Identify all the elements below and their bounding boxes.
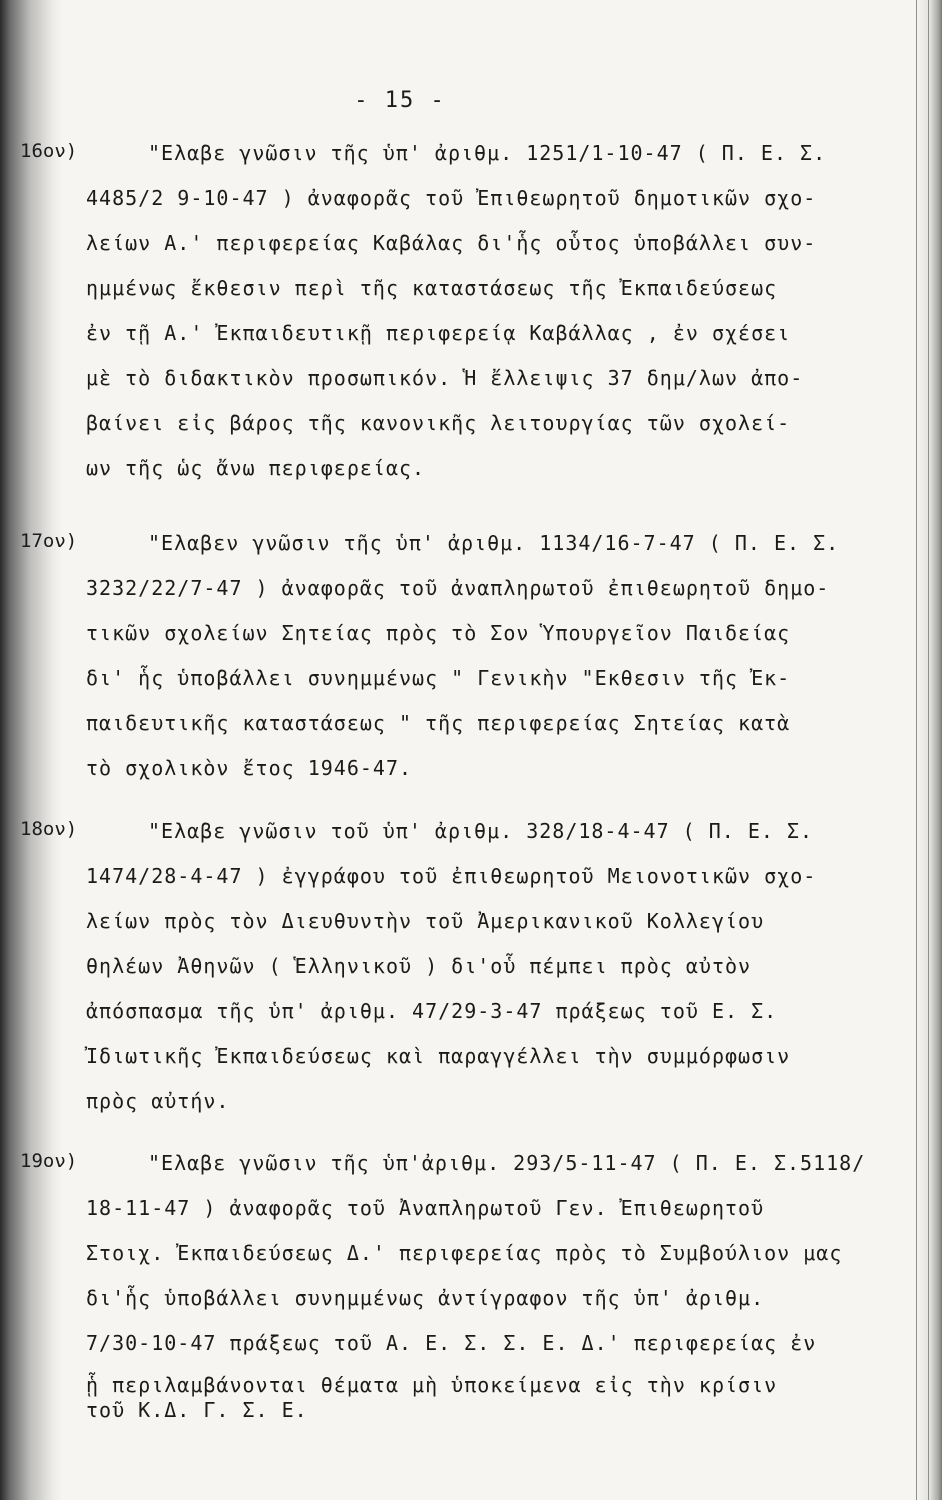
entry-line: λείων πρὸς τὸν Διευθυντὴν τοῦ Ἀμερικανικοῦ Κολλεγίου <box>86 909 765 933</box>
entry-line: ἀπόσπασμα τῆς ὑπ' ἀριθμ. 47/29-3-47 πράξεως τοῦ Ε. Σ. <box>86 999 778 1023</box>
entry-line: 3232/22/7-47 ) ἀναφορᾶς τοῦ ἀναπληρωτοῦ ἐπιθεωρητοῦ δημο- <box>86 576 830 600</box>
entry-line: "Ελαβε γνῶσιν τοῦ ὑπ' ἀριθμ. 328/18-4-47 ( Π. Ε. Σ. <box>148 819 814 843</box>
entry-line: δι'ἧς ὑποβάλλει συνημμένως ἀντίγραφον τῆς ὑπ' ἀριθμ. <box>86 1286 765 1310</box>
entry-line: ᾗ περιλαμβάνονται θέματα μὴ ὑποκείμενα εἰς τὴν κρίσιν <box>86 1373 778 1397</box>
entry-line: ημμένως ἔκθεσιν περὶ τῆς καταστάσεως τῆς Ἐκπαιδεύσεως <box>86 276 778 300</box>
entry-line: παιδευτικῆς καταστάσεως " τῆς περιφερείας Σητείας κατὰ <box>86 711 791 735</box>
entry-line: δι' ἧς ὑποβάλλει συνημμένως " Γενικὴν "Εκθεσιν τῆς Ἐκ- <box>86 666 791 690</box>
entry-line: ων τῆς ὡς ἄνω περιφερείας. <box>86 456 426 480</box>
entry-line: μὲ τὸ διδακτικὸν προσωπικόν. Ἡ ἔλλειψις 37 δημ/λων ἀπο- <box>86 366 804 390</box>
entry-line: λείων Α.' περιφερείας Καβάλας δι'ἧς οὗτος ὑποβάλλει συν- <box>86 231 817 255</box>
entry-number: 17ον) <box>20 530 78 552</box>
entry-line: θηλέων Ἀθηνῶν ( Ἑλληνικοῦ ) δι'οὗ πέμπει πρὸς αὐτὸν <box>86 954 752 978</box>
page-number: - 15 - <box>354 88 446 113</box>
entry-line: Στοιχ. Ἐκπαιδεύσεως Δ.' περιφερείας πρὸς τὸ Συμβούλιον μας <box>86 1241 843 1265</box>
entry-line: βαίνει εἰς βάρος τῆς κανονικῆς λειτουργίας τῶν σχολεί- <box>86 411 791 435</box>
entry-line: τοῦ Κ.Δ. Γ. Σ. Ε. <box>86 1398 308 1422</box>
entry-number: 19ον) <box>20 1150 78 1172</box>
entry-number: 18ον) <box>20 818 78 840</box>
entry-line: "Ελαβεν γνῶσιν τῆς ὑπ' ἀριθμ. 1134/16-7-47 ( Π. Ε. Σ. <box>148 531 840 555</box>
entry-line: τικῶν σχολείων Σητείας πρὸς τὸ Σον Ὑπουργεῖον Παιδείας <box>86 621 791 645</box>
entry-line: Ἰδιωτικῆς Ἐκπαιδεύσεως καὶ παραγγέλλει τὴν συμμόρφωσιν <box>86 1044 791 1068</box>
entry-line: πρὸς αὐτήν. <box>86 1089 230 1113</box>
entry-number: 16ον) <box>20 140 78 162</box>
entry-line: τὸ σχολικὸν ἔτος 1946-47. <box>86 756 413 780</box>
entry-line: "Ελαβε γνῶσιν τῆς ὑπ' ἀριθμ. 1251/1-10-47 ( Π. Ε. Σ. <box>148 141 827 165</box>
entry-line: ἐν τῇ Α.' Ἐκπαιδευτικῇ περιφερείᾳ Καβάλλας , ἐν σχέσει <box>86 321 791 345</box>
entry-line: "Ελαβε γνῶσιν τῆς ὑπ'ἀριθμ. 293/5-11-47 ( Π. Ε. Σ.5118/ <box>148 1151 866 1175</box>
entry-line: 1474/28-4-47 ) ἐγγράφου τοῦ ἐπιθεωρητοῦ Μειονοτικῶν σχο- <box>86 864 817 888</box>
entry-line: 7/30-10-47 πράξεως τοῦ Α. Ε. Σ. Σ. Ε. Δ.' περιφερείας ἐν <box>86 1331 817 1355</box>
entry-line: 18-11-47 ) ἀναφορᾶς τοῦ Ἀναπληρωτοῦ Γεν. Ἐπιθεωρητοῦ <box>86 1196 765 1220</box>
entry-line: 4485/2 9-10-47 ) ἀναφορᾶς τοῦ Ἐπιθεωρητοῦ δημοτικῶν σχο- <box>86 186 817 210</box>
